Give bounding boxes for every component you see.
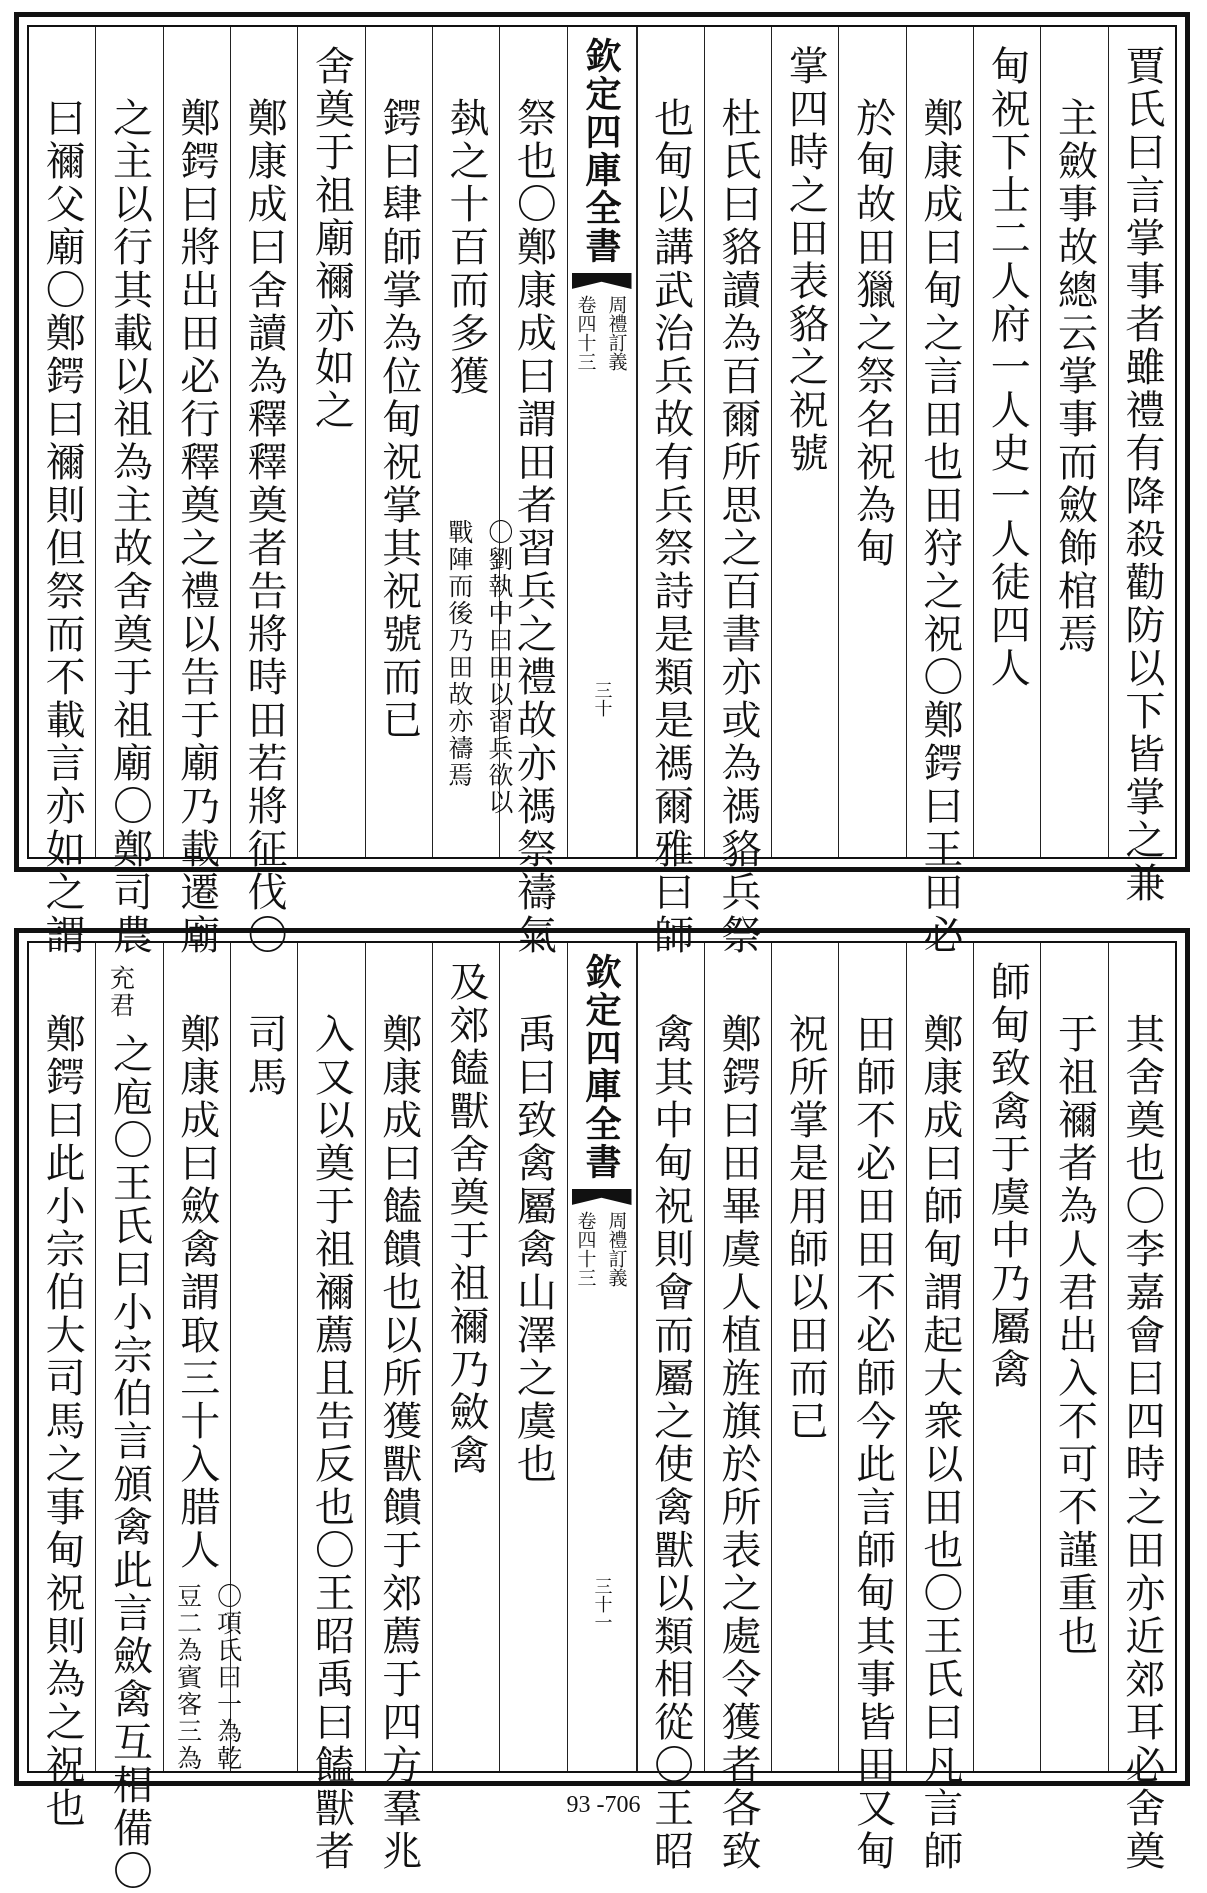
text-column: [499, 943, 566, 1771]
column-text: 於甸故田獵之祭名祝為甸: [849, 97, 896, 570]
column-text: 鄭康成曰饁饋也以所獲獸饋于郊薦于四方羣兆: [375, 1013, 422, 1873]
interlinear-note: [170, 1583, 246, 1772]
text-column: [1108, 943, 1175, 1873]
column-text: 主斂事故總云掌事而斂飾棺焉: [1051, 97, 1098, 656]
column-text: 杜氏曰貉讀為百爾所思之百書亦或為禡貉兵祭: [714, 97, 761, 957]
fishtail-mark-icon: [572, 273, 632, 289]
text-column: [432, 943, 499, 1771]
text-column: [1040, 27, 1107, 857]
column-text: 禽其中甸祝則會而屬之使禽獸以類相從〇王昭: [647, 1013, 694, 1873]
column-text: 入又以奠于祖禰薦且告反也〇王昭禹曰饁獸者: [308, 1013, 355, 1873]
center-banner: [567, 943, 637, 1771]
center-banner: [567, 27, 637, 857]
column-text: 祝所掌是用師以田而已: [782, 1013, 829, 1443]
column-text: 舍奠于祖廟禰亦如之: [308, 45, 355, 432]
banner-subtitle: [573, 1211, 631, 1287]
column-text: 師甸致禽于虞中乃屬禽: [984, 961, 1031, 1391]
text-column: [1108, 27, 1175, 905]
column-text: 鄭康成曰舍讀為釋釋奠者告將時田若將征伐〇: [241, 97, 288, 957]
text-column: [163, 943, 243, 1772]
column-text: 其舍奠也〇李嘉會曰四時之田亦近郊耳必舍奠: [1118, 1013, 1165, 1873]
column-text: 甸祝下士二人府一人史一人徒四人: [984, 45, 1031, 690]
column-text: 埶之十百而多獲: [443, 97, 490, 398]
fishtail-mark-icon: [572, 1189, 632, 1205]
banner-subtitle: [573, 295, 631, 371]
volume-number: 卷四十三: [574, 295, 597, 371]
text-column: [973, 943, 1040, 1771]
text-column: [95, 27, 162, 957]
text-column: [1040, 943, 1107, 1771]
text-column: [838, 27, 905, 857]
banner-title: 欽定四庫全書: [580, 37, 622, 265]
note-left: 豆二為賓客三為: [173, 1583, 203, 1772]
text-column: [432, 27, 514, 857]
column-text: 鄭康成曰斂禽謂取三十入腊人: [173, 1013, 220, 1572]
text-column: [838, 943, 905, 1873]
column-text: 于祖禰者為人君出入不可不謹重也: [1051, 1013, 1098, 1658]
leaf-number: 三十: [591, 681, 613, 717]
text-column: [637, 27, 704, 957]
text-column: [365, 27, 432, 857]
text-column: [973, 27, 1040, 857]
column-text: 之庖〇王氏曰小宗伯言頒禽此言斂禽互相備〇: [106, 1033, 153, 1893]
footer-page-reference: 93 -706: [566, 1792, 641, 1818]
volume-number: 卷四十三: [574, 1211, 597, 1287]
column-text: 鍔曰肆師掌為位甸祝掌其祝號而已: [375, 97, 422, 742]
column-text: 鄭康成曰師甸謂起大衆以田也〇王氏曰凡言師: [916, 1013, 963, 1873]
text-column: [365, 943, 432, 1873]
text-column: [297, 27, 364, 857]
interlinear-note: [102, 965, 138, 1019]
text-column: [906, 943, 973, 1873]
text-column: [297, 943, 364, 1873]
column-text: 司馬: [241, 1013, 288, 1099]
column-text: 鄭康成曰甸之言田也田狩之祝〇鄭鍔曰王田必: [916, 97, 963, 957]
text-column: [29, 27, 95, 957]
text-column: [95, 943, 162, 1893]
note-right: 〇項氏曰一為乾: [213, 1583, 243, 1772]
text-column: [771, 943, 838, 1771]
column-text: 鄭鍔曰將出田必行釋奠之禮以告于廟乃載遷廟: [173, 97, 220, 957]
column-text: 鄭鍔曰田畢虞人植旌旗於所表之處令獲者各致: [714, 1013, 761, 1873]
text-column: [163, 27, 230, 957]
column-text: 祭也〇鄭康成曰謂田者習兵之禮故亦禡祭禱氣: [510, 97, 557, 957]
column-text: 賈氏曰言掌事者雖禮有降殺勸防以下皆掌之兼: [1118, 45, 1165, 905]
column-text: 鄭鍔曰此小宗伯大司馬之事甸祝則為之祝也: [39, 1013, 86, 1830]
column-text: 曰禰父廟〇鄭鍔曰禰則但祭而不載言亦如之謂: [39, 97, 86, 957]
text-column: [771, 27, 838, 857]
interlinear-note: [441, 519, 517, 816]
text-column: [230, 27, 297, 957]
text-column: [29, 943, 95, 1830]
column-text: 禹曰致禽屬禽山澤之虞也: [510, 1013, 557, 1486]
note-right: 充君: [106, 965, 136, 1019]
top-page-frame: [14, 12, 1190, 957]
banner-title: 欽定四庫全書: [580, 953, 622, 1181]
book-title: 周禮訂義: [605, 295, 628, 371]
leaf-number: 三十一: [591, 1577, 613, 1631]
note-left: 戰陣而後乃田故亦禱焉: [444, 519, 474, 789]
top-page-columns: [27, 25, 1177, 957]
column-text: 田師不必田田不必師今此言師甸其事皆田又甸: [849, 1013, 896, 1873]
column-text: 及郊饁獸舍奠于祖禰乃斂禽: [443, 961, 490, 1477]
text-column: [704, 943, 771, 1873]
text-column: [906, 27, 973, 957]
column-text: 也甸以講武治兵故有兵祭詩是類是禡爾雅曰師: [647, 97, 694, 957]
text-column: [637, 943, 704, 1873]
text-column: [704, 27, 771, 957]
column-text: 之主以行其載以祖為主故舍奠于祖廟〇鄭司農: [106, 97, 153, 957]
note-right: 〇劉執中曰田以習兵欲以: [484, 519, 514, 816]
book-title: 周禮訂義: [605, 1211, 628, 1287]
column-text: 掌四時之田表貉之祝號: [782, 45, 829, 475]
